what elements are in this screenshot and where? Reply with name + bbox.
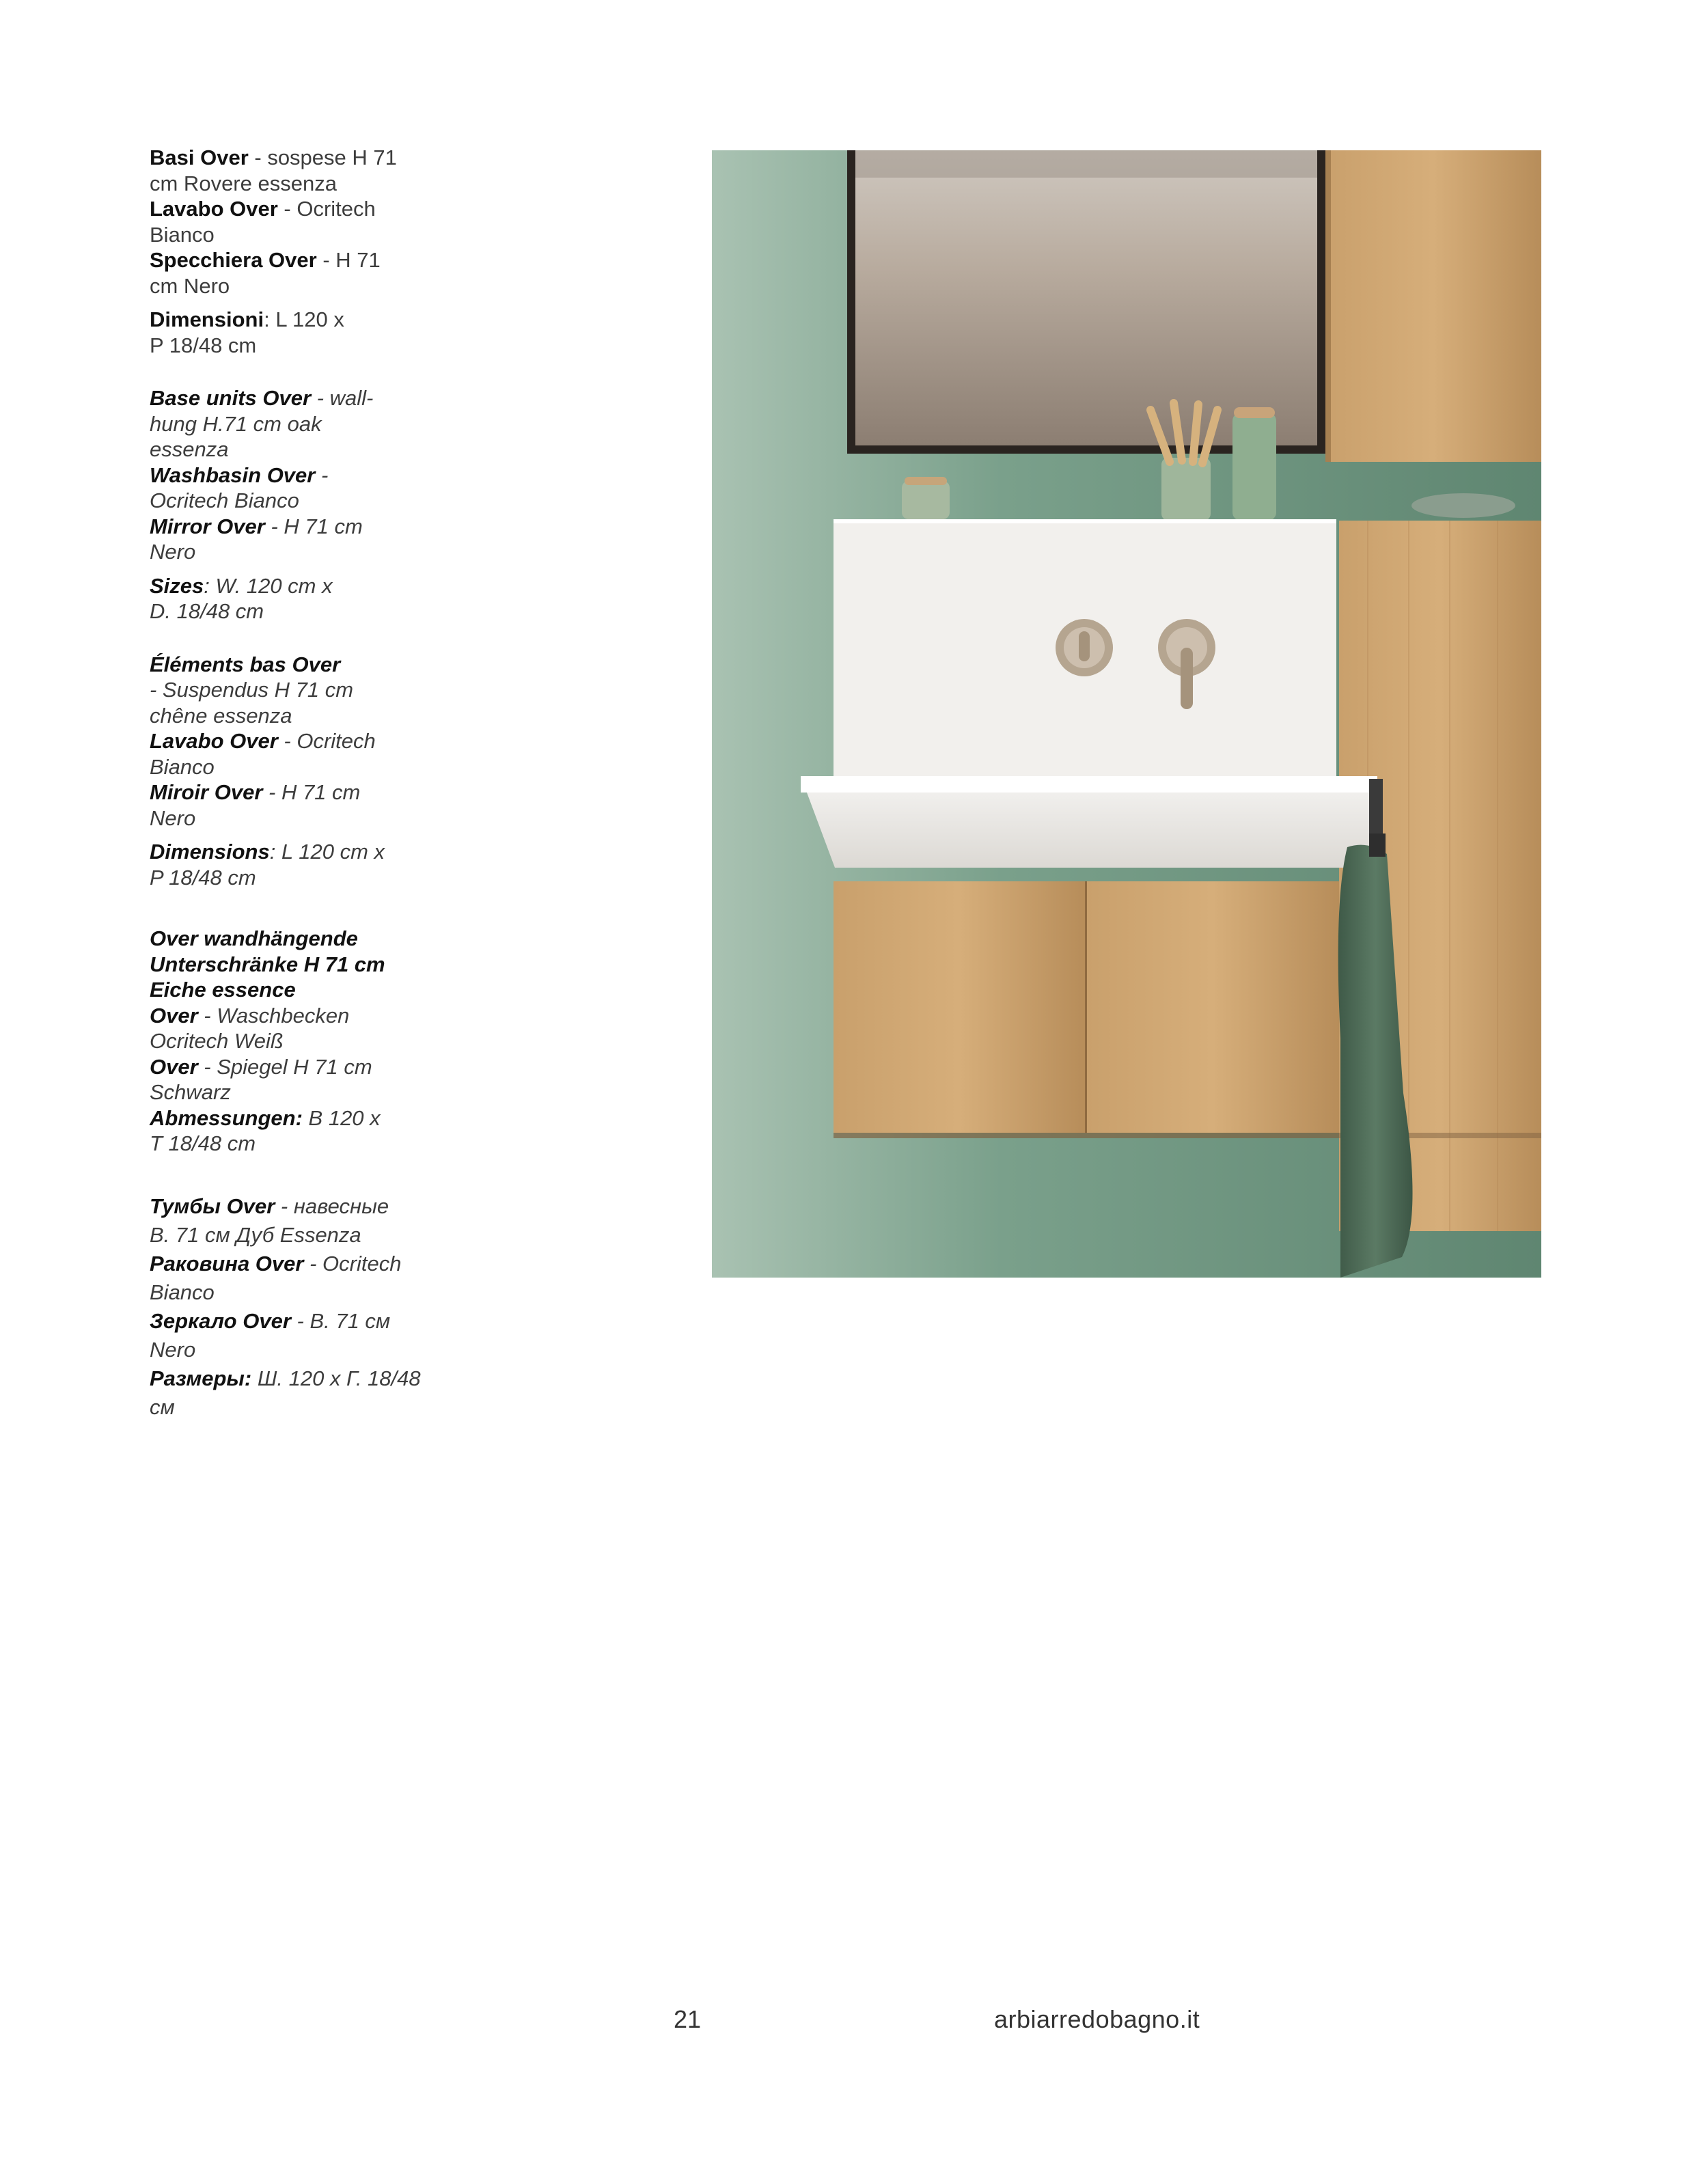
line: Nero	[150, 540, 196, 564]
dimensions-line: Abmessungen: B 120 x	[150, 1105, 381, 1130]
line: см	[150, 1394, 175, 1419]
line: Over - Waschbecken	[150, 1003, 350, 1028]
line: Ocritech Bianco	[150, 488, 299, 512]
line: D. 18/48 cm	[150, 599, 264, 623]
line: Ocritech Weiß	[150, 1029, 284, 1053]
line: hung H.71 cm oak	[150, 411, 322, 436]
dimensions-line: Sizes: W. 120 cm x	[150, 573, 333, 598]
line: Nero	[150, 805, 196, 830]
description-russian	[150, 1192, 423, 1422]
bathroom-vanity-image	[712, 150, 1541, 1278]
line: Éléments bas Over	[150, 652, 341, 676]
line: Тумбы Over - навесные	[150, 1194, 389, 1218]
line: T 18/48 cm	[150, 1131, 256, 1155]
line: essenza	[150, 437, 229, 461]
line: Nero	[150, 1337, 196, 1362]
dimensions-line: Dimensioni: L 120 x	[150, 307, 344, 331]
line: P 18/48 cm	[150, 865, 256, 890]
line: Bianco	[150, 754, 215, 779]
line: Schwarz	[150, 1080, 231, 1104]
line: Eiche essence	[150, 978, 296, 1002]
description-french	[150, 652, 423, 891]
line: Over - Spiegel H 71 cm	[150, 1054, 372, 1079]
line: - Suspendus H 71 cm	[150, 678, 354, 702]
description-english	[150, 385, 423, 624]
product-description	[150, 145, 423, 1422]
page-number: 21	[674, 2005, 702, 2033]
line: cm Nero	[150, 273, 230, 298]
line: Зеркало Over - В. 71 см	[150, 1308, 391, 1333]
description-italian	[150, 145, 423, 358]
line: Lavabo Over - Ocritech	[150, 197, 376, 221]
line: Base units Over - wall-	[150, 386, 374, 410]
line: P 18/48 cm	[150, 333, 257, 357]
website-link[interactable]: arbiarredobagno.it	[994, 2005, 1200, 2033]
line: Over wandhängende	[150, 926, 358, 950]
product-photo	[712, 150, 1541, 1278]
line: Miroir Over - H 71 cm	[150, 780, 361, 804]
line: Unterschränke H 71 cm	[150, 952, 385, 976]
description-german	[150, 926, 423, 1157]
line: Bianco	[150, 222, 215, 247]
dimensions-line: Dimensions: L 120 cm x	[150, 840, 385, 864]
line: Раковина Over - Ocritech	[150, 1251, 402, 1276]
line: Bianco	[150, 1280, 215, 1304]
line: chêne essenza	[150, 703, 292, 728]
line: Mirror Over - H 71 cm	[150, 514, 363, 538]
line: Basi Over - sospese H 71	[150, 146, 397, 169]
line: В. 71 см Дуб Essenza	[150, 1222, 361, 1247]
line: Washbasin Over -	[150, 463, 329, 487]
line: cm Rovere essenza	[150, 171, 337, 195]
dimensions-line: Размеры: Ш. 120 х Г. 18/48	[150, 1366, 421, 1390]
line: Lavabo Over - Ocritech	[150, 729, 376, 753]
line: Specchiera Over - H 71	[150, 248, 381, 272]
